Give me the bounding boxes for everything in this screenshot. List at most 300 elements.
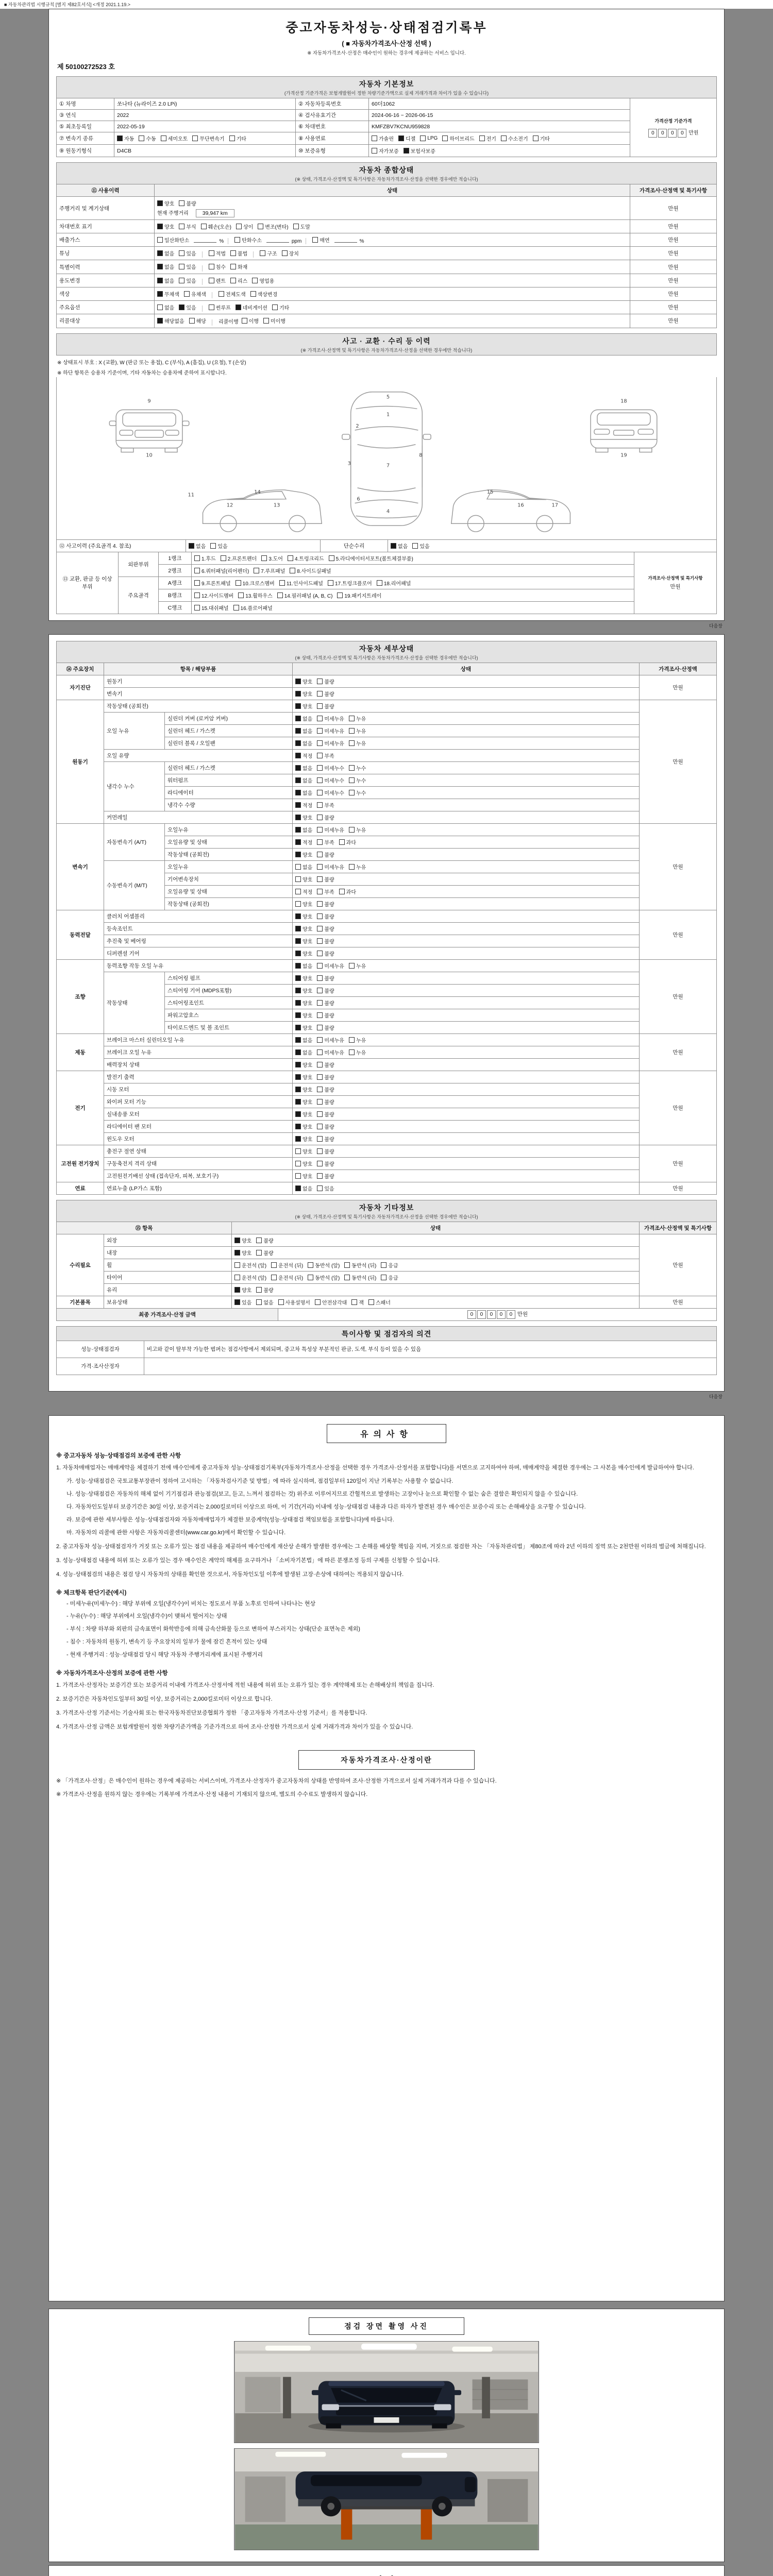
text: 15 <box>486 489 494 495</box>
checkbox-무채색[interactable] <box>157 290 179 298</box>
checkbox-label: 과다 <box>346 840 356 846</box>
item-state <box>293 675 640 687</box>
checkbox-불량[interactable] <box>179 199 196 207</box>
checkbox-자가보증[interactable] <box>372 147 399 155</box>
checkbox-침수[interactable] <box>209 263 226 270</box>
checkbox-box <box>317 703 323 709</box>
checkbox-없음[interactable] <box>295 863 312 871</box>
tbody <box>57 98 717 157</box>
checkbox-있음[interactable] <box>210 542 227 550</box>
checkbox-수소전기[interactable] <box>501 134 528 142</box>
checkbox-label: 19.패키지트레이 <box>344 593 382 599</box>
item-label: 오일유량 및 상태 <box>165 836 293 848</box>
group-label: 연료 <box>57 1182 104 1194</box>
checkbox-1.후드[interactable] <box>194 554 216 562</box>
checkbox-label: 적정 <box>303 753 313 759</box>
checkbox-매연[interactable] <box>312 236 329 244</box>
checkbox-없음[interactable] <box>295 1036 312 1044</box>
text: 1 <box>386 411 390 417</box>
checkbox-누유[interactable] <box>349 1036 366 1044</box>
overall-row <box>57 274 717 287</box>
checkbox-도말[interactable] <box>293 223 310 230</box>
checkbox-양호[interactable] <box>295 1135 312 1143</box>
checkbox-있음[interactable] <box>179 277 196 284</box>
checkbox-box <box>179 224 184 229</box>
row-label: 용도변경 <box>57 274 155 287</box>
checkbox-적정[interactable] <box>295 801 312 809</box>
checkbox-box <box>157 304 163 310</box>
checkbox-불량[interactable] <box>317 1024 334 1031</box>
checkbox-보험사보증[interactable] <box>404 147 435 155</box>
checkbox-불량[interactable] <box>317 987 334 994</box>
next-page-label: 다음장 <box>709 1394 722 1399</box>
checkbox-label: 기타 <box>540 137 550 142</box>
checkbox-누유[interactable] <box>349 962 366 970</box>
field-label: ② 자동차등록번호 <box>296 98 369 110</box>
td: C랭크 <box>159 601 192 614</box>
checkbox-8.사이드실패널[interactable] <box>290 567 331 574</box>
item-state <box>293 922 640 935</box>
checkbox-불량[interactable] <box>317 1098 334 1106</box>
checkbox-없음[interactable] <box>295 1184 312 1192</box>
checkbox-있음[interactable] <box>179 249 196 257</box>
checkbox-양호[interactable] <box>295 1098 312 1106</box>
checkbox-5.라디에이터서포트(볼트체결부품)[interactable] <box>329 554 413 562</box>
table-row <box>57 1058 717 1071</box>
row-state <box>155 197 630 220</box>
checkbox-없음[interactable] <box>295 715 312 722</box>
checkbox-탄화수소[interactable] <box>234 236 262 244</box>
checkbox-label: 매연 <box>320 238 330 244</box>
checkbox-불량[interactable] <box>317 1073 334 1081</box>
rect <box>265 2345 311 2350</box>
checkbox-label: 누유 <box>356 963 366 970</box>
item-label: 기어변속장치 <box>165 873 293 885</box>
checkbox-적정[interactable] <box>295 888 312 895</box>
checkbox-미이행[interactable] <box>263 317 285 325</box>
field-value <box>114 132 296 145</box>
checkbox-불량[interactable] <box>317 1110 334 1118</box>
checkbox-누유[interactable] <box>349 863 366 871</box>
column-header: 가격조사·산정액 <box>640 663 717 675</box>
checkbox-16.플로어패널[interactable] <box>233 604 273 612</box>
text: 14 <box>254 489 261 495</box>
checkbox-동반석 (앞)[interactable] <box>308 1274 340 1281</box>
checkbox-label: 1.후드 <box>201 556 216 562</box>
tbody <box>57 1341 717 1375</box>
checkbox-전기[interactable] <box>479 134 496 142</box>
checkbox-양호[interactable] <box>295 1123 312 1130</box>
checkbox-불량[interactable] <box>317 912 334 920</box>
checkbox-미세누유[interactable] <box>317 826 344 834</box>
checkbox-과다[interactable] <box>339 838 356 846</box>
checkbox-label: 누유 <box>356 741 366 747</box>
checkbox-미세누수[interactable] <box>317 789 344 796</box>
checkbox-불량[interactable] <box>317 999 334 1007</box>
checkbox-없음[interactable] <box>157 303 174 311</box>
checkbox-양호[interactable] <box>234 1249 251 1257</box>
checkbox-부식[interactable] <box>179 223 196 230</box>
basic-row <box>57 145 717 157</box>
checkbox-box <box>295 913 301 919</box>
group-label: 조향 <box>57 959 104 1033</box>
checkbox-양호[interactable] <box>295 702 312 710</box>
checkbox-양호[interactable] <box>295 1073 312 1081</box>
notes-s: 라. 보증에 관한 세부사항은 성능·상태점검자와 자동차매매업자가 체결한 보증계약(성능·상태점검 책임보험을 포함합니다)에 따릅니다. <box>66 1517 394 1523</box>
checkbox-양호[interactable] <box>295 875 312 883</box>
checkbox-누수[interactable] <box>349 776 366 784</box>
checkbox-이행[interactable] <box>242 317 259 325</box>
checkbox-양호[interactable] <box>295 987 312 994</box>
checkbox-불량[interactable] <box>317 1135 334 1143</box>
checkbox-box <box>179 264 184 269</box>
checkbox-전체도색[interactable] <box>219 290 246 298</box>
column-header: ⑪ 사용이력 <box>57 184 155 197</box>
checkbox-box <box>229 135 235 141</box>
checkbox-불량[interactable] <box>317 1123 334 1130</box>
checkbox-불량[interactable] <box>317 875 334 883</box>
checkbox-운전석 (앞)[interactable] <box>234 1274 266 1281</box>
checkbox-불량[interactable] <box>317 1147 334 1155</box>
checkbox-label: 수동 <box>146 137 156 142</box>
checkbox-있음[interactable] <box>412 542 429 550</box>
checkbox-누유[interactable] <box>349 739 366 747</box>
checkbox-없음[interactable] <box>157 263 174 270</box>
checkbox-label: 2.프론트펜더 <box>227 556 257 562</box>
checkbox-미세누유[interactable] <box>317 1048 344 1056</box>
checkbox-기타[interactable] <box>533 134 550 142</box>
checkbox-구조[interactable] <box>260 249 277 257</box>
checkbox-불량[interactable] <box>317 974 334 982</box>
checkbox-양호[interactable] <box>295 1024 312 1031</box>
field-value: 2022 <box>114 110 296 121</box>
checkbox-label: 양호 <box>242 1287 252 1294</box>
checkbox-box <box>288 555 293 561</box>
checkbox-잭[interactable] <box>351 1298 364 1306</box>
checkbox-불량[interactable] <box>317 1172 334 1180</box>
checkbox-리스[interactable] <box>230 277 247 284</box>
checkbox-양호[interactable] <box>295 1086 312 1093</box>
checkbox-응급[interactable] <box>381 1261 398 1269</box>
price-cell: 만원 <box>640 1145 717 1182</box>
checkbox-미세누유[interactable] <box>317 962 344 970</box>
item-label: 시동 모터 <box>104 1083 293 1095</box>
checkbox-label: 수소전기 <box>508 137 528 142</box>
text: 10 <box>146 452 153 459</box>
checkbox-기타[interactable] <box>229 134 246 142</box>
checkbox-없음[interactable] <box>189 542 206 550</box>
checkbox-디젤[interactable] <box>398 134 415 142</box>
checkbox-14.필러패널 (A, B, C)[interactable] <box>277 591 333 599</box>
checkbox-누수[interactable] <box>349 789 366 796</box>
checkbox-안전삼각대[interactable] <box>315 1298 347 1306</box>
checkbox-불량[interactable] <box>317 1160 334 1167</box>
checkbox-양호[interactable] <box>295 677 312 685</box>
item-label: 동력조향 작동 오일 누유 <box>104 959 293 972</box>
checkbox-양호[interactable] <box>157 199 174 207</box>
checkbox-box <box>328 580 333 586</box>
checkbox-18.리어패널[interactable] <box>377 579 411 587</box>
checkbox-없음[interactable] <box>157 277 174 284</box>
checkbox-불량[interactable] <box>317 1011 334 1019</box>
checkbox-없음[interactable] <box>256 1298 273 1306</box>
checkbox-11.인사이드패널[interactable] <box>279 579 323 587</box>
checkbox-없음[interactable] <box>295 1048 312 1056</box>
item-state <box>293 737 640 749</box>
checkbox-부족[interactable] <box>317 888 334 895</box>
checkbox-미세누수[interactable] <box>317 764 344 772</box>
checkbox-label: 양호 <box>303 939 313 945</box>
checkbox-미세누유[interactable] <box>317 1036 344 1044</box>
checkbox-불량[interactable] <box>317 677 334 685</box>
checkbox-불량[interactable] <box>317 690 334 698</box>
checkbox-부족[interactable] <box>317 801 334 809</box>
item-label: 추진축 및 베어링 <box>104 935 293 947</box>
item-label: 변속기 <box>104 687 293 700</box>
checkbox-장치[interactable] <box>282 249 299 257</box>
checkbox-운전석 (뒤)[interactable] <box>271 1274 303 1281</box>
checkbox-동반석 (뒤)[interactable] <box>344 1274 376 1281</box>
checkbox-불량[interactable] <box>256 1286 273 1294</box>
checkbox-미세누수[interactable] <box>317 776 344 784</box>
checkbox-label: 리스 <box>237 278 248 284</box>
checkbox-누유[interactable] <box>349 1048 366 1056</box>
checkbox-9.프론트패널[interactable] <box>194 579 231 587</box>
checkbox-무단변속기[interactable] <box>192 134 224 142</box>
checkbox-label: 부식 <box>186 225 196 230</box>
checkbox-변조(변타)[interactable] <box>258 223 288 230</box>
checkbox-양호[interactable] <box>295 974 312 982</box>
checkbox-양호[interactable] <box>295 912 312 920</box>
checkbox-없음[interactable] <box>295 789 312 796</box>
checkbox-부족[interactable] <box>317 752 334 759</box>
section-note: (※ 가격조사·산정액 및 특기사항은 자동차가격조사·산정을 선택한 경우에만 적습니다) <box>300 347 473 353</box>
field-label: ⑥ 차대번호 <box>296 121 369 132</box>
checkbox-해당[interactable] <box>189 317 206 325</box>
checkbox-하이브리드[interactable] <box>442 134 474 142</box>
checkbox-box <box>339 839 345 845</box>
checkbox-상이[interactable] <box>236 223 253 230</box>
checkbox-해당없음[interactable] <box>157 317 184 325</box>
checkbox-3.도어[interactable] <box>261 554 283 562</box>
checkbox-불량[interactable] <box>317 937 334 945</box>
checkbox-있음[interactable] <box>317 1184 334 1192</box>
row-state <box>155 314 630 328</box>
checkbox-없음[interactable] <box>295 962 312 970</box>
rect <box>342 434 350 439</box>
checkbox-과다[interactable] <box>339 888 356 895</box>
checkbox-box <box>377 580 382 586</box>
checkbox-box <box>194 592 200 598</box>
checkbox-응급[interactable] <box>381 1274 398 1281</box>
checkbox-불량[interactable] <box>317 1061 334 1069</box>
checkbox-네비게이션[interactable] <box>236 303 267 311</box>
checkbox-양호[interactable] <box>295 925 312 933</box>
checkbox-수동[interactable] <box>139 134 156 142</box>
checkbox-양호[interactable] <box>295 1172 312 1180</box>
checkbox-없음[interactable] <box>295 727 312 735</box>
table-row <box>57 687 717 700</box>
checkbox-양호[interactable] <box>234 1286 251 1294</box>
checkbox-box <box>329 555 334 561</box>
checkbox-불량[interactable] <box>256 1249 273 1257</box>
checkbox-미세누유[interactable] <box>317 715 344 722</box>
checkbox-불량[interactable] <box>317 900 334 908</box>
checkbox-양호[interactable] <box>295 1061 312 1069</box>
text: 3 <box>347 460 351 466</box>
field-label: ③ 연식 <box>57 110 114 121</box>
checkbox-있음[interactable] <box>234 1298 251 1306</box>
checkbox-12.사이드멤버[interactable] <box>194 591 233 599</box>
checkbox-썬루프[interactable] <box>209 303 231 311</box>
checkbox-동반석 (뒤)[interactable] <box>344 1261 376 1269</box>
checkbox-누유[interactable] <box>349 826 366 834</box>
checkbox-box <box>412 543 418 549</box>
checkbox-불량[interactable] <box>317 925 334 933</box>
checkbox-자동[interactable] <box>117 134 134 142</box>
checkbox-17.트렁크플로어[interactable] <box>328 579 372 587</box>
checkbox-누유[interactable] <box>349 715 366 722</box>
checkbox-불법[interactable] <box>230 249 247 257</box>
checkbox-세미오토[interactable] <box>161 134 188 142</box>
opinion-label: 성능·상태점검자 <box>57 1341 144 1358</box>
checkbox-label: 양호 <box>303 1174 313 1180</box>
checkbox-사용설명서[interactable] <box>278 1298 310 1306</box>
checkbox-box <box>295 1000 301 1006</box>
checkbox-렌트[interactable] <box>209 277 226 284</box>
checkbox-label: 불량 <box>324 877 334 883</box>
group-label: 고전원 전기장치 <box>57 1145 104 1182</box>
checkbox-양호[interactable] <box>295 1147 312 1155</box>
checkbox-누유[interactable] <box>349 727 366 735</box>
checkbox-운전석 (앞)[interactable] <box>234 1261 266 1269</box>
checkbox-가솔린[interactable] <box>372 134 394 142</box>
checkbox-box <box>179 304 184 310</box>
checkbox-양호[interactable] <box>295 814 312 821</box>
checkbox-없음[interactable] <box>295 764 312 772</box>
checkbox-불량[interactable] <box>317 814 334 821</box>
checkbox-화재[interactable] <box>230 263 247 270</box>
checkbox-양호[interactable] <box>295 1160 312 1167</box>
checkbox-색상변경[interactable] <box>250 290 278 298</box>
checkbox-일산화탄소[interactable] <box>157 236 189 244</box>
checkbox-동반석 (앞)[interactable] <box>308 1261 340 1269</box>
checkbox-미세누유[interactable] <box>317 727 344 735</box>
checkbox-없음[interactable] <box>295 826 312 834</box>
overall-row <box>57 233 717 247</box>
checkbox-양호[interactable] <box>295 1011 312 1019</box>
checkbox-양호[interactable] <box>157 223 174 230</box>
field-value: 쏘나타 (뉴라이즈 2.0 LPi) <box>114 98 296 110</box>
checkbox-15.대쉬패널[interactable] <box>194 604 229 612</box>
checkbox-훼손(오손)[interactable] <box>201 223 231 230</box>
checkbox-적정[interactable] <box>295 838 312 846</box>
checkbox-label: 불량 <box>324 679 334 685</box>
rect <box>311 2475 422 2486</box>
rect <box>165 430 179 435</box>
checkbox-label: 누유 <box>356 1050 366 1056</box>
opinion-text <box>144 1358 717 1375</box>
checkbox-19.패키지트레이[interactable] <box>337 591 381 599</box>
checkbox-box <box>349 864 355 870</box>
checkbox-기타[interactable] <box>272 303 289 311</box>
checkbox-양호[interactable] <box>295 900 312 908</box>
checkbox-label: 불량 <box>324 1137 334 1143</box>
checkbox-box <box>295 691 301 697</box>
rect <box>283 2377 291 2418</box>
checkbox-불량[interactable] <box>317 950 334 957</box>
div <box>157 248 627 258</box>
checkbox-없음[interactable] <box>391 542 408 550</box>
rect <box>121 448 133 452</box>
checkbox-box <box>295 1148 301 1154</box>
checkbox-운전석 (뒤)[interactable] <box>271 1261 303 1269</box>
checkbox-없음[interactable] <box>157 249 174 257</box>
checkbox-양호[interactable] <box>295 999 312 1007</box>
checkbox-양호[interactable] <box>234 1236 251 1244</box>
checkbox-6.쿼터패널(리어펜더)[interactable] <box>194 567 249 574</box>
checkbox-7.루프패널[interactable] <box>254 567 285 574</box>
div <box>157 222 627 231</box>
checkbox-box <box>234 1287 240 1293</box>
section-note: (※ 상태, 가격조사·산정액 및 특기사항은 자동차가격조사·산정을 선택한 경우에만 적습니다) <box>295 655 478 660</box>
checkbox-있음[interactable] <box>179 263 196 270</box>
checkbox-미세누유[interactable] <box>317 739 344 747</box>
checkbox-적정[interactable] <box>295 752 312 759</box>
checkbox-LPG[interactable] <box>420 135 438 141</box>
checkbox-미세누유[interactable] <box>317 863 344 871</box>
checkbox-없음[interactable] <box>295 739 312 747</box>
checkbox-양호[interactable] <box>295 1110 312 1118</box>
checkbox-label: 있음 <box>186 278 196 284</box>
checkbox-유채색[interactable] <box>184 290 206 298</box>
checkbox-2.프론트펜더[interactable] <box>221 554 257 562</box>
checkbox-불량[interactable] <box>317 851 334 858</box>
checkbox-없음[interactable] <box>295 776 312 784</box>
section-extra-info <box>56 1200 717 1222</box>
checkbox-4.트렁크리드[interactable] <box>288 554 324 562</box>
checkbox-13.휠하우스[interactable] <box>238 591 273 599</box>
checkbox-box <box>161 135 166 141</box>
checkbox-label: 미세누유 <box>324 716 344 722</box>
checkbox-box <box>295 728 301 734</box>
checkbox-있음[interactable] <box>179 303 196 311</box>
checkbox-box <box>157 278 163 283</box>
checkbox-스패너[interactable] <box>368 1298 391 1306</box>
checkbox-부족[interactable] <box>317 838 334 846</box>
table-row <box>57 1083 717 1095</box>
checkbox-10.크로스멤버[interactable] <box>236 579 275 587</box>
checkbox-양호[interactable] <box>295 690 312 698</box>
checkbox-label: 도말 <box>300 225 310 230</box>
checkbox-양호[interactable] <box>295 950 312 957</box>
checkbox-box <box>295 1099 301 1105</box>
checkbox-불량[interactable] <box>317 702 334 710</box>
checkbox-불량[interactable] <box>256 1236 273 1244</box>
checkbox-label: 유채색 <box>191 292 206 298</box>
td <box>192 564 634 577</box>
checkbox-box <box>349 765 355 771</box>
checkbox-양호[interactable] <box>295 851 312 858</box>
checkbox-영업용[interactable] <box>252 277 274 284</box>
checkbox-누수[interactable] <box>349 764 366 772</box>
item-state <box>232 1259 640 1271</box>
checkbox-box <box>349 963 355 969</box>
checkbox-box <box>317 827 323 833</box>
checkbox-불량[interactable] <box>317 1086 334 1093</box>
checkbox-적법[interactable] <box>209 249 226 257</box>
checkbox-양호[interactable] <box>295 937 312 945</box>
